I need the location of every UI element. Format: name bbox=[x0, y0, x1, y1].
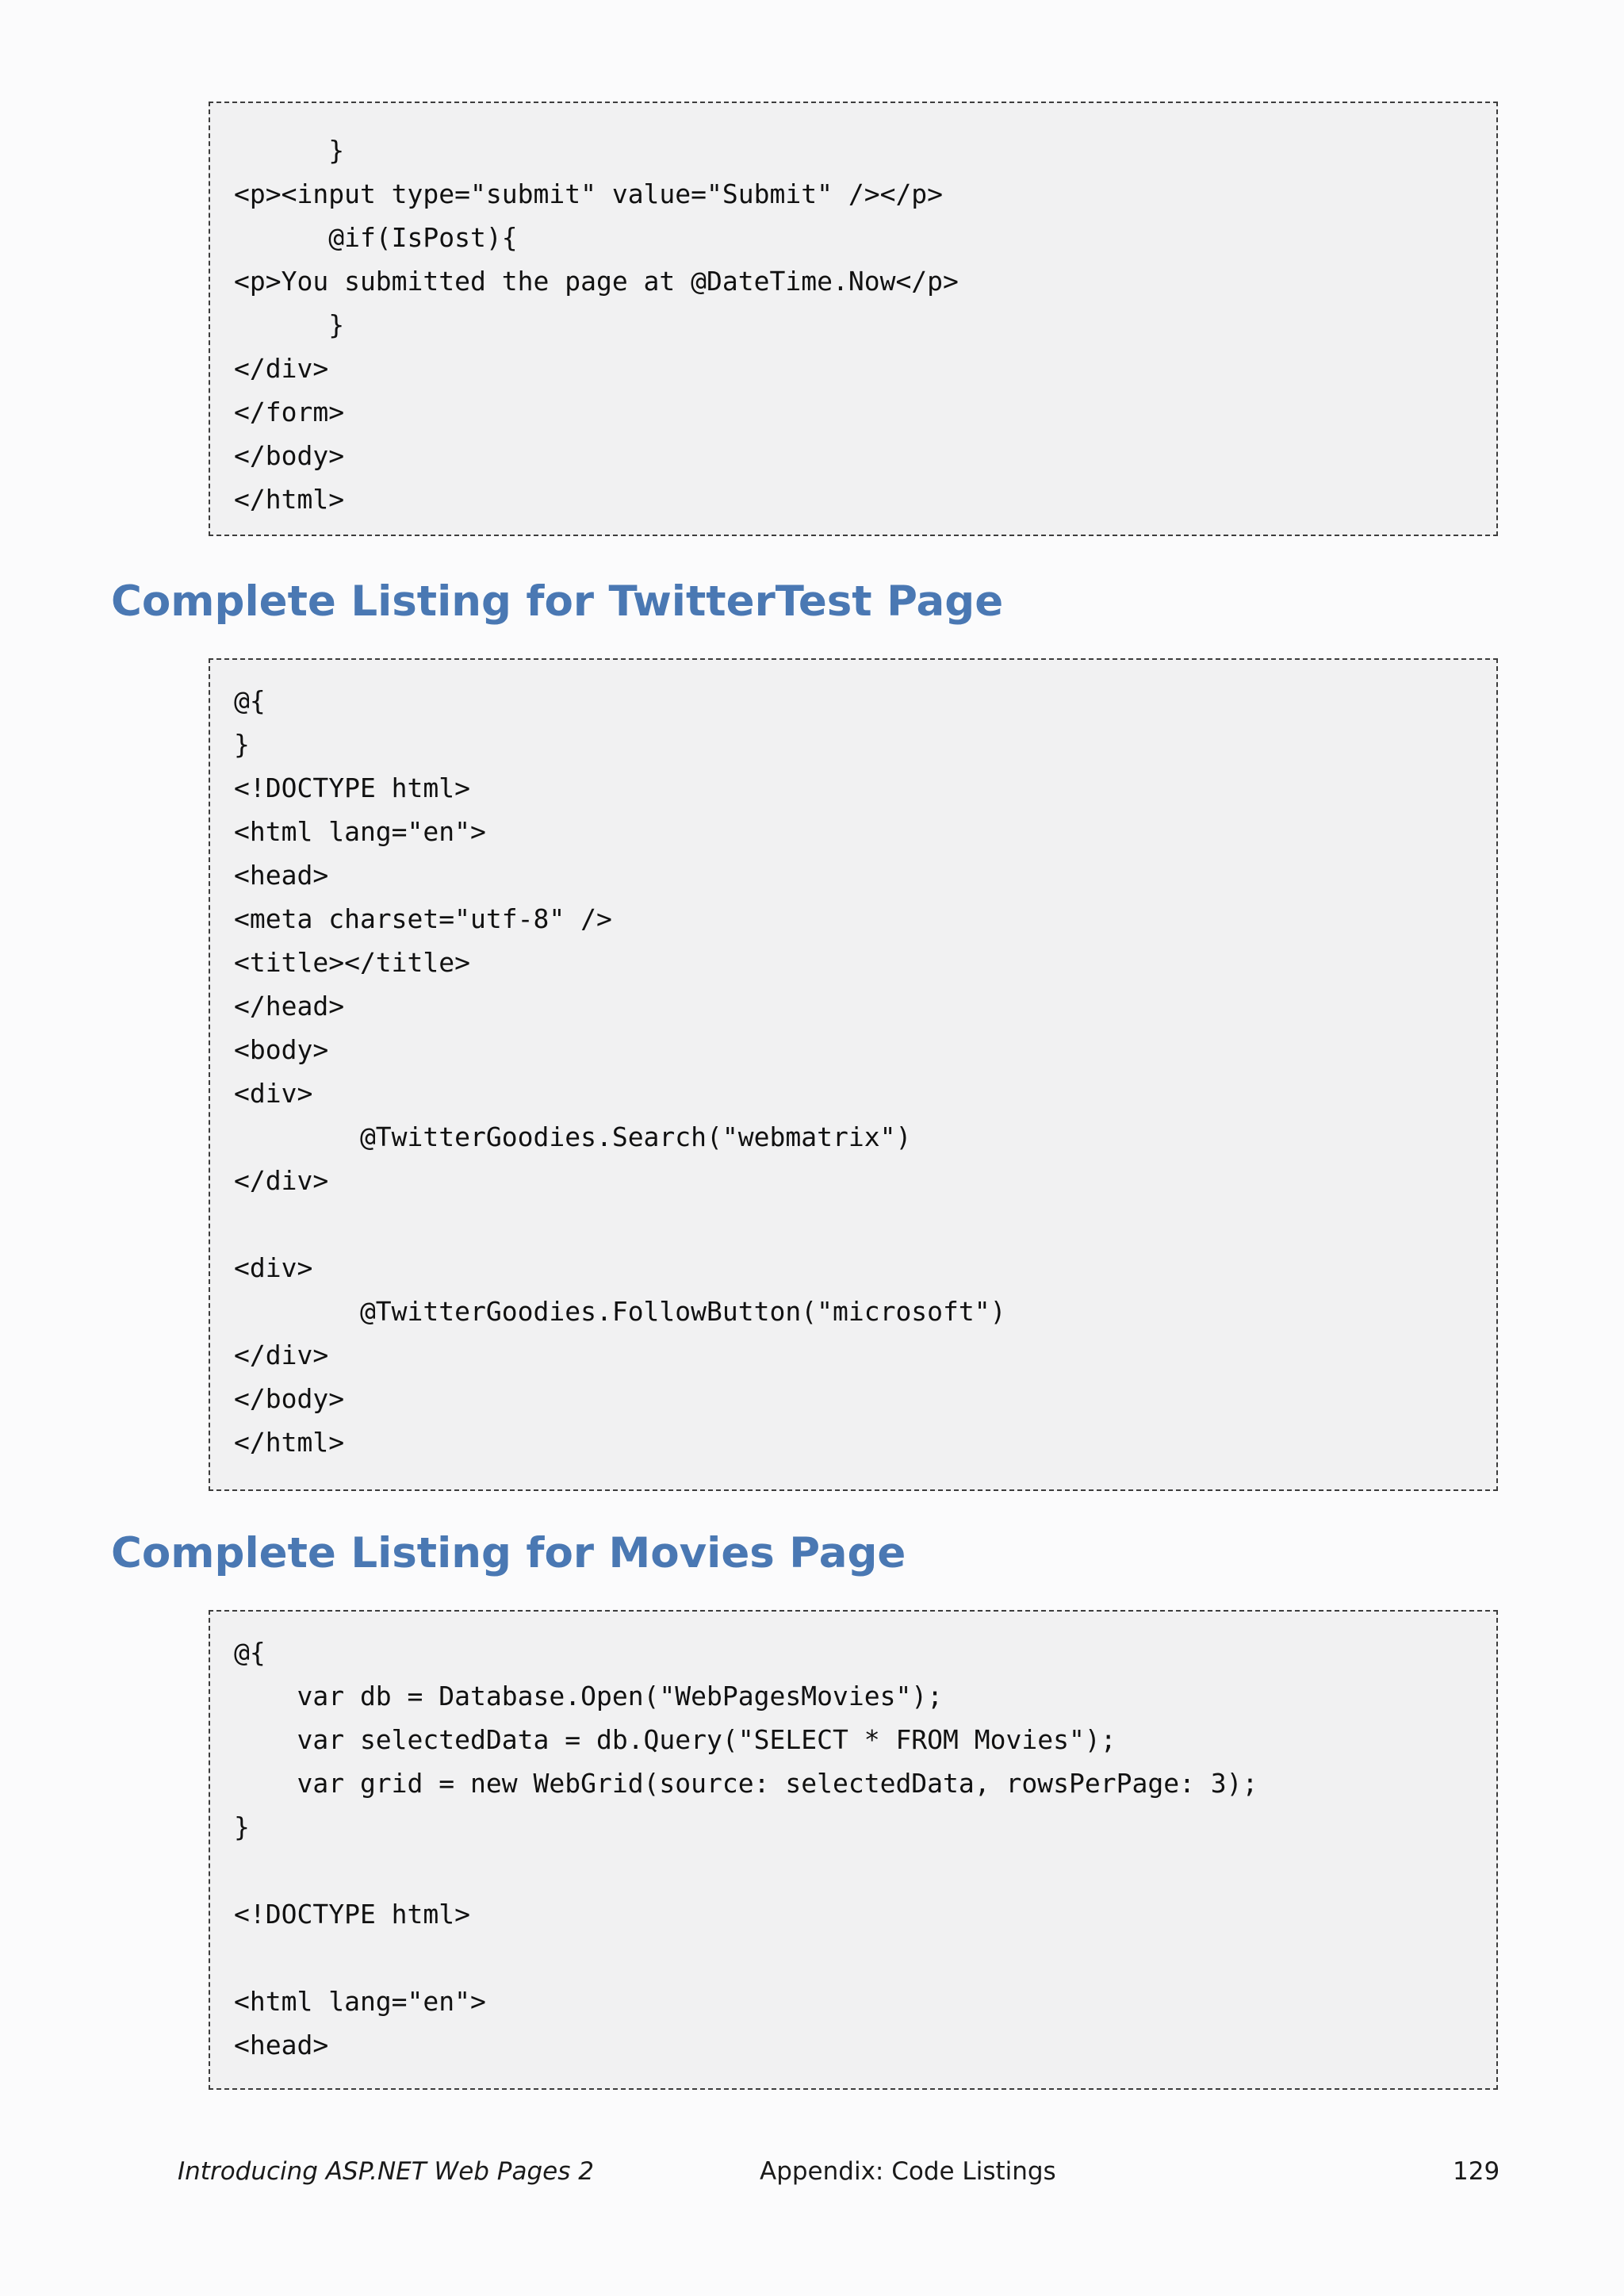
code-line: <!DOCTYPE html> bbox=[234, 772, 471, 803]
code-line: @{ bbox=[234, 1637, 266, 1668]
code-line: <head> bbox=[234, 860, 329, 891]
code-line: </body> bbox=[234, 440, 345, 471]
code-line: <p><input type="submit" value="Submit" /></p> bbox=[234, 178, 944, 209]
code-line: <meta charset="utf-8" /> bbox=[234, 903, 612, 934]
code-line: </body> bbox=[234, 1383, 345, 1414]
code-line: @TwitterGoodies.Search("webmatrix") bbox=[234, 1121, 912, 1152]
code-line: <p>You submitted the page at @DateTime.Now</p> bbox=[234, 266, 959, 297]
footer-section: Appendix: Code Listings bbox=[760, 2157, 1056, 2186]
code-line: </head> bbox=[234, 991, 345, 1022]
code-line: } bbox=[234, 729, 250, 760]
code-line: <div> bbox=[234, 1078, 313, 1109]
code-line: } bbox=[234, 135, 345, 166]
code-line: var selectedData = db.Query("SELECT * FROM Movies"); bbox=[234, 1724, 1116, 1755]
section-heading-movies: Complete Listing for Movies Page bbox=[111, 1529, 906, 1577]
code-line: } bbox=[234, 1811, 250, 1842]
code-line: @{ bbox=[234, 685, 266, 716]
footer-page-number: 129 bbox=[1453, 2157, 1500, 2186]
footer-book-title: Introducing ASP.NET Web Pages 2 bbox=[178, 2157, 594, 2186]
code-line: </div> bbox=[234, 1165, 329, 1196]
code-line: <body> bbox=[234, 1034, 329, 1065]
code-line: @if(IsPost){ bbox=[234, 222, 518, 253]
code-line: <!DOCTYPE html> bbox=[234, 1899, 471, 1930]
code-line: <div> bbox=[234, 1252, 313, 1283]
section-heading-twittertest: Complete Listing for TwitterTest Page bbox=[111, 577, 1004, 626]
code-line: </html> bbox=[234, 1427, 345, 1458]
code-line: </html> bbox=[234, 484, 345, 515]
code-line: </form> bbox=[234, 397, 345, 427]
code-line: </div> bbox=[234, 353, 329, 384]
code-line: <head> bbox=[234, 2030, 329, 2060]
code-line: <title></title> bbox=[234, 947, 471, 978]
code-block-movies bbox=[209, 1610, 1498, 2090]
code-line: var db = Database.Open("WebPagesMovies"); bbox=[234, 1681, 944, 1711]
code-line: } bbox=[234, 309, 345, 340]
code-line: </div> bbox=[234, 1340, 329, 1370]
code-line: var grid = new WebGrid(source: selectedData, rowsPerPage: 3); bbox=[234, 1768, 1258, 1799]
code-block-form-continuation bbox=[209, 102, 1498, 536]
code-block-twittertest bbox=[209, 658, 1498, 1491]
code-line: @TwitterGoodies.FollowButton("microsoft") bbox=[234, 1296, 1006, 1327]
code-line: <html lang="en"> bbox=[234, 816, 486, 847]
code-line: <html lang="en"> bbox=[234, 1986, 486, 2017]
